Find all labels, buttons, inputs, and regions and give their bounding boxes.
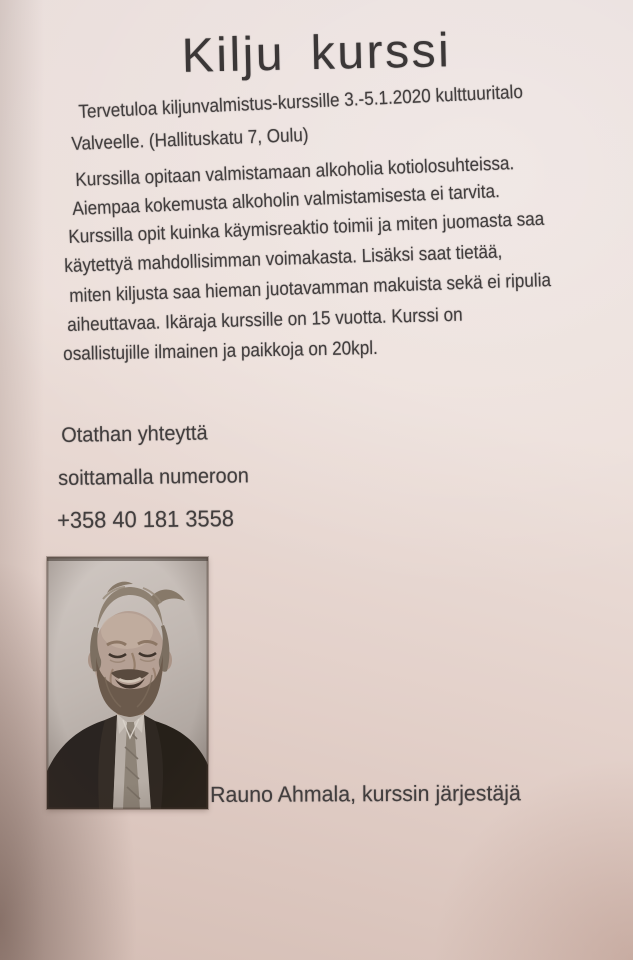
portrait-photo (47, 557, 208, 809)
body-text-line: Aiempaa kokemusta alkoholin valmistamisesta ei tarvita. (72, 181, 501, 220)
page-title: Kilju kurssi (181, 24, 452, 83)
photo-caption: Rauno Ahmala, kurssin järjestäjä (210, 780, 521, 807)
body-text-line: Kurssilla opitaan valmistamaan alkoholia kotiolosuhteissa. (75, 153, 515, 191)
body-text-line: aiheuttavaa. Ikäraja kurssille on 15 vuotta. Kurssi on (67, 304, 463, 336)
body-text-line: Kurssilla opit kuinka käymisreaktio toimii ja miten juomasta saa (68, 208, 545, 248)
phone-number: +358 40 181 3558 (57, 505, 235, 533)
intro-text-line: Tervetuloa kiljunvalmistus-kurssille 3.-5.1.2020 kulttuuritalo (78, 81, 524, 123)
body-text-line: osallistujille ilmainen ja paikkoja on 20kpl. (63, 337, 378, 365)
body-text-line: miten kiljusta saa hieman juotavamman makuista sekä ei ripulia (69, 270, 552, 307)
intro-text-line: Valveelle. (Hallituskatu 7, Oulu) (71, 124, 309, 155)
portrait-svg (47, 557, 208, 809)
body-text-line: käytettyä mahdollisimman voimakasta. Lisäksi saat tietää, (64, 241, 503, 277)
contact-text-line: soittamalla numeroon (58, 464, 250, 490)
contact-text-line: Otathan yhteyttä (61, 421, 208, 447)
